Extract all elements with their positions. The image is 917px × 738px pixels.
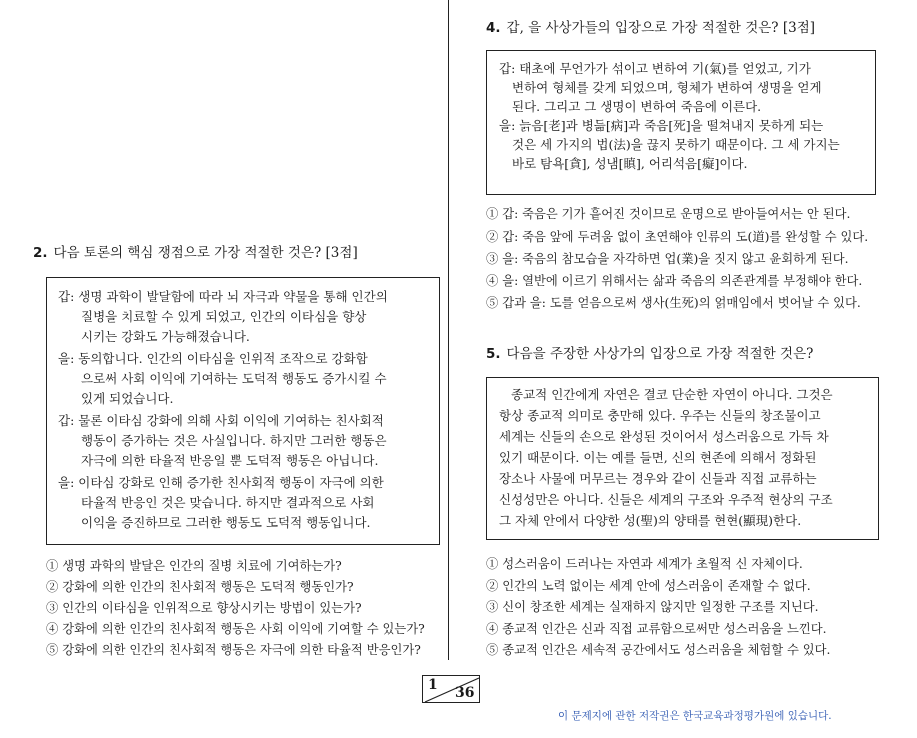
copyright-notice: 이 문제지에 관한 저작권은 한국교육과정평가원에 있습니다. (558, 710, 832, 722)
question-5-option-4[interactable]: ④ 종교적 인간은 신과 직접 교류함으로써만 성스러움을 느낀다. (486, 622, 827, 636)
question-4-title (486, 19, 815, 37)
question-2-passage-line: 을: 동의합니다. 인간의 이타심을 인위적 조작으로 강화함 (58, 351, 368, 366)
question-4-text: 갑, 을 사상가들의 입장으로 가장 적절한 것은? [3점] (506, 20, 816, 36)
question-5-number: 5. (486, 346, 501, 362)
question-5-text: 다음을 주장한 사상가의 입장으로 가장 적절한 것은? (506, 346, 814, 362)
question-2-passage-line: 을: 이타심 강화로 인해 증가한 친사회적 행동이 자극에 의한 (58, 475, 384, 490)
question-5-option-3[interactable]: ③ 신이 창조한 세계는 실재하지 않지만 일정한 구조를 지닌다. (486, 600, 819, 614)
question-5-passage-line: 장소나 사물에 머무르는 경우와 같이 신들과 직접 교류하는 (499, 471, 817, 486)
question-4-number: 4. (486, 20, 501, 36)
question-2-option-5[interactable]: ⑤ 강화에 의한 인간의 친사회적 행동은 자극에 의한 타율적 반응인가? (46, 643, 421, 657)
question-4-option-1[interactable]: ① 갑: 죽음은 기가 흩어진 것이므로 운명으로 받아들여서는 안 된다. (486, 207, 851, 221)
question-5-passage-line: 신성성만은 아니다. 신들은 세계의 구조와 우주적 현상의 구조 (499, 492, 833, 507)
question-4-passage-line: 된다. 그리고 그 생명이 변하여 죽음에 이른다. (512, 99, 762, 114)
question-2-passage-line: 갑: 물론 이타심 강화에 의해 사회 이익에 기여하는 친사회적 (58, 413, 384, 428)
question-4-passage-line: 변하여 형체를 갖게 되었으며, 형체가 변하여 생명을 얻게 (512, 80, 822, 95)
question-2-passage-line: 이익을 증진하므로 그러한 행동도 도덕적 행동입니다. (81, 515, 371, 530)
question-5-passage-line: 있기 때문이다. 이는 예를 들면, 신의 현존에 의해서 정화된 (499, 450, 817, 465)
question-4-passage-line: 을: 늙음[老]과 병듦[病]과 죽음[死]을 떨쳐내지 못하게 되는 (499, 118, 824, 133)
question-2-passage-line: 갑: 생명 과학이 발달함에 따라 뇌 자극과 약물을 통해 인간의 (58, 289, 388, 304)
question-2-passage-line: 시키는 강화도 가능해졌습니다. (81, 329, 250, 344)
question-2-number: 2. (33, 245, 48, 261)
question-4-option-5[interactable]: ⑤ 갑과 을: 도를 얻음으로써 생사(生死)의 얽매임에서 벗어날 수 있다. (486, 296, 861, 310)
question-2-option-2[interactable]: ② 강화에 의한 인간의 친사회적 행동은 도덕적 행동인가? (46, 580, 354, 594)
question-5-passage-line: 세계는 신들의 손으로 완성된 것이어서 성스러움으로 가득 차 (499, 429, 829, 444)
question-5-passage-line: 그 자체 안에서 다양한 성(聖)의 양태를 현현(顯現)한다. (499, 513, 802, 528)
question-2-passage-line: 으로써 사회 이익에 기여하는 도덕적 행동도 증가시킬 수 (81, 371, 387, 386)
question-2-passage-line: 있게 되었습니다. (81, 391, 174, 406)
question-4-option-2[interactable]: ② 갑: 죽음 앞에 두려움 없이 초연해야 인류의 도(道)를 완성할 수 있다. (486, 230, 869, 244)
question-2-passage-line: 행동이 증가하는 것은 사실입니다. 하지만 그러한 행동은 (81, 433, 387, 448)
question-4-option-3[interactable]: ③ 을: 죽음의 참모습을 자각하면 업(業)을 짓지 않고 윤회하게 된다. (486, 252, 849, 266)
page-number-box (422, 675, 480, 703)
question-5-option-1[interactable]: ① 성스러움이 드러나는 자연과 세계가 초월적 신 자체이다. (486, 557, 803, 571)
question-5-option-5[interactable]: ⑤ 종교적 인간은 세속적 공간에서도 성스러움을 체험할 수 있다. (486, 643, 831, 657)
question-2-option-1[interactable]: ① 생명 과학의 발달은 인간의 질병 치료에 기여하는가? (46, 559, 342, 573)
question-2-passage-line: 질병을 치료할 수 있게 되었고, 인간의 이타심을 향상 (81, 309, 367, 324)
question-2-text: 다음 토론의 핵심 쟁점으로 가장 적절한 것은? [3점] (53, 245, 358, 261)
question-2-option-3[interactable]: ③ 인간의 이타심을 인위적으로 향상시키는 방법이 있는가? (46, 601, 362, 615)
question-5-passage-line: 종교적 인간에게 자연은 결코 단순한 자연이 아니다. 그것은 (511, 387, 833, 402)
question-4-passage-line: 갑: 태초에 무언가가 섞이고 변하여 기(氣)를 얻었고, 기가 (499, 61, 811, 76)
question-4-passage-line: 바로 탐욕[貪], 성냄[瞋], 어리석음[癡]이다. (512, 156, 748, 171)
question-4-passage-line: 것은 세 가지의 법(法)을 끊지 못하기 때문이다. 그 세 가지는 (512, 137, 840, 152)
question-2-title (33, 244, 358, 262)
column-divider (448, 0, 449, 660)
question-2-passage-line: 타율적 반응인 것은 맞습니다. 하지만 결과적으로 사회 (81, 495, 375, 510)
question-5-option-2[interactable]: ② 인간의 노력 없이는 세계 안에 성스러움이 존재할 수 없다. (486, 579, 811, 593)
page-total: 36 (455, 685, 475, 701)
question-2-option-4[interactable]: ④ 강화에 의한 인간의 친사회적 행동은 사회 이익에 기여할 수 있는가? (46, 622, 425, 636)
question-4-option-4[interactable]: ④ 을: 열반에 이르기 위해서는 삶과 죽음의 의존관계를 부정해야 한다. (486, 274, 863, 288)
question-2-passage-line: 자극에 의한 타율적 반응일 뿐 도덕적 행동은 아닙니다. (81, 453, 379, 468)
page-current: 1 (428, 677, 438, 693)
question-5-title (486, 345, 813, 363)
question-5-passage-line: 항상 종교적 의미로 충만해 있다. 우주는 신들의 창조물이고 (499, 408, 821, 423)
